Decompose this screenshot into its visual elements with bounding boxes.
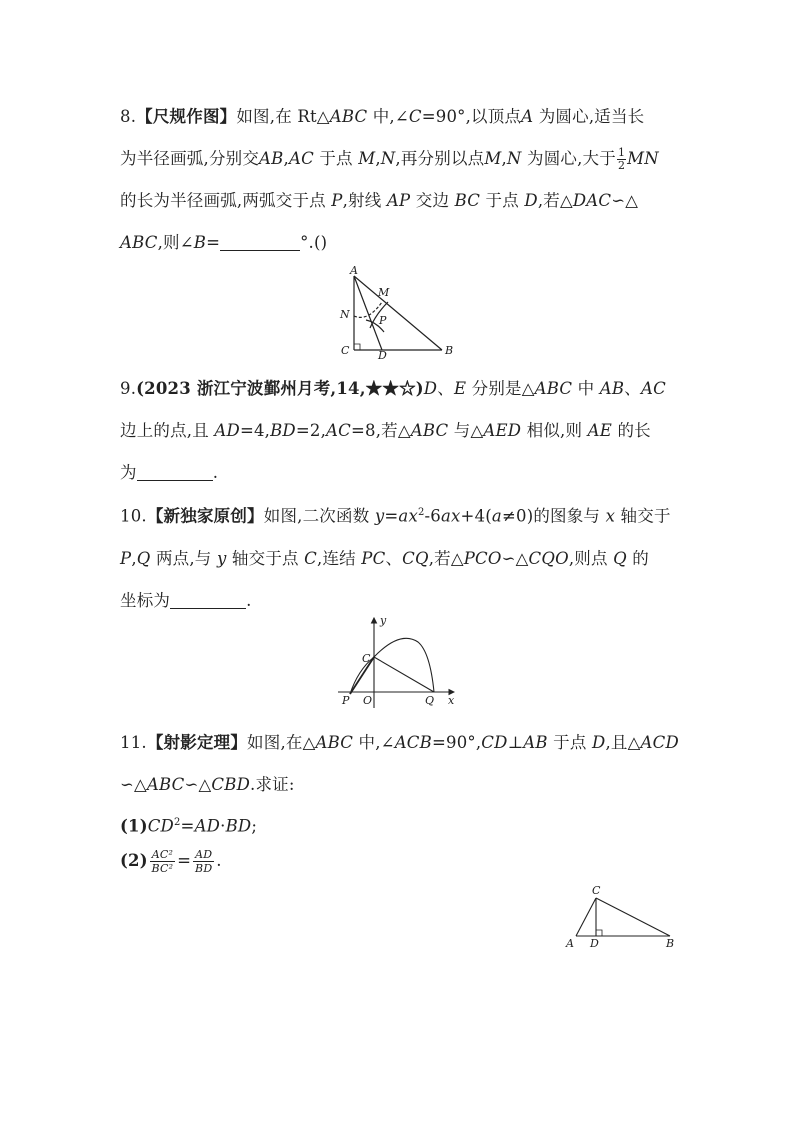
q9-text: BD: [270, 421, 296, 440]
q10-text: ,连结: [317, 548, 362, 568]
q9-text: 边上的点,且: [120, 421, 215, 440]
q11-text: ,且△: [605, 733, 641, 752]
q11-text: ;: [251, 816, 258, 836]
q8-text: ABC: [120, 233, 158, 252]
q11-text: AB: [523, 733, 548, 752]
fraction-ad-bd: [193, 848, 214, 875]
q11-part-label: (1): [120, 816, 148, 836]
label-b: B: [445, 344, 454, 357]
label-d: D: [378, 349, 387, 362]
q8-text: ABC: [329, 107, 368, 126]
q8-text: 为圆心,大于: [521, 149, 616, 168]
q10-number: 10.: [120, 506, 147, 526]
q10-text: y: [374, 506, 385, 526]
q8-tag: 【尺规作图】: [136, 107, 237, 126]
label-p: P: [342, 694, 350, 707]
label-o: O: [363, 694, 373, 707]
q8-text: ,射线: [342, 191, 387, 210]
q9-text: ABC: [534, 379, 573, 398]
q10-text: x: [605, 506, 616, 526]
q11-figure: [562, 882, 682, 954]
q11-text: 于点: [547, 733, 593, 752]
q8-line-1: [120, 96, 680, 138]
label-n: N: [340, 308, 350, 321]
right-angle-mark: [354, 344, 360, 350]
q11-text: ⊥: [507, 733, 524, 752]
label-c: C: [341, 344, 350, 357]
q11-text: BD: [225, 816, 252, 836]
q11-text: ABC: [146, 775, 185, 794]
q8-text: MN: [627, 149, 659, 168]
segment-cb: [596, 898, 670, 936]
q8-text: ,再分别以点: [395, 149, 485, 168]
question-10: [120, 492, 680, 622]
q8-text: 于点: [480, 191, 525, 210]
q10-text: PCO: [463, 548, 502, 568]
q10-tag: 【新独家原创】: [146, 506, 264, 526]
label-q: Q: [425, 694, 435, 707]
q10-text: PC: [361, 548, 386, 568]
q9-text: 分别是△: [466, 379, 535, 398]
q9-text: =2,: [295, 421, 327, 440]
question-8: [120, 96, 680, 264]
q11-text: AD: [194, 816, 221, 836]
q10-text: ax: [441, 506, 461, 526]
q10-text: ∽△: [501, 548, 529, 568]
q8-text: AB: [259, 149, 284, 168]
q9-text: 、: [437, 379, 454, 398]
label-a: A: [350, 264, 358, 277]
label-b: B: [666, 937, 675, 950]
q8-text: N: [380, 149, 396, 168]
q9-text: AED: [483, 421, 522, 440]
q10-text: ,: [131, 548, 137, 568]
q9-text: .: [212, 463, 219, 482]
q8-text: N: [506, 149, 522, 168]
q11-text: .: [216, 850, 222, 870]
fraction-numerator: AD: [195, 847, 213, 861]
q11-text: ·: [220, 816, 226, 836]
q11-text: ∽△: [184, 775, 212, 794]
q10-text: ,若△: [428, 548, 464, 568]
q11-text: D: [592, 733, 606, 752]
q10-text: y: [216, 548, 227, 568]
q10-text: 的: [626, 548, 649, 568]
q9-line-2: [120, 410, 680, 452]
fraction-denominator: BD: [195, 861, 213, 875]
q11-text: 2: [173, 817, 181, 828]
q11-text: ACD: [640, 733, 679, 752]
q8-figure: [330, 262, 460, 362]
q10-text: 坐标为: [120, 590, 171, 610]
q8-text: DAC: [572, 191, 612, 210]
q8-text: 为圆心,适当长: [533, 107, 645, 126]
q8-text: 如图,在 Rt△: [236, 107, 330, 126]
q8-text: ∽△: [611, 191, 639, 210]
q8-text: 为半径画弧,分别交: [120, 149, 260, 168]
q10-text: ax: [398, 506, 418, 526]
label-d: D: [590, 937, 599, 950]
q9-text: D: [423, 379, 438, 398]
q11-text: CD: [481, 733, 508, 752]
q8-text: °.(): [300, 233, 328, 252]
q10-text: Q: [136, 548, 151, 568]
q10-text: CQO: [528, 548, 569, 568]
fraction-denominator: 2: [617, 159, 626, 172]
q10-line-2: [120, 538, 680, 580]
q8-text: B: [193, 233, 207, 252]
q9-text: AD: [214, 421, 240, 440]
q8-text: ,若△: [537, 191, 573, 210]
q10-text: 如图,二次函数: [263, 506, 375, 526]
q8-number: 8.: [120, 107, 137, 126]
q11-text: CD: [147, 816, 174, 836]
q9-text: 与△: [448, 421, 484, 440]
q8-line-4: [120, 222, 680, 264]
q11-text: CBD: [211, 775, 251, 794]
q9-text: 、: [624, 379, 641, 398]
q11-text: =: [177, 850, 192, 870]
fraction-ac2-bc2: [150, 848, 175, 875]
q11-line-2: [120, 764, 680, 806]
q11-text: 如图,在△: [247, 733, 316, 752]
parabola: [350, 638, 434, 694]
q8-text: ,: [375, 149, 381, 168]
label-m: M: [378, 286, 390, 299]
q8-text: M: [484, 149, 502, 168]
q10-text: 轴交于: [615, 506, 671, 526]
segment-ac: [576, 898, 596, 936]
fraction-denominator: BC²: [151, 861, 174, 875]
q10-text: =: [384, 506, 399, 526]
q10-text: 、: [385, 548, 403, 568]
right-angle-mark: [596, 930, 602, 936]
q11-text: .求证:: [250, 775, 295, 794]
q11-part-label: (2): [120, 850, 148, 870]
q11-line-1: [120, 722, 680, 764]
q8-line-2: [120, 138, 680, 180]
q9-source: (2023 浙江宁波鄞州月考,14,★★☆): [136, 379, 424, 398]
q9-text: AC: [640, 379, 666, 398]
q10-text: 轴交于点: [226, 548, 305, 568]
q10-text: Q: [613, 548, 627, 568]
q9-line-1: [120, 368, 680, 410]
q9-text: 为: [120, 463, 137, 482]
label-c: C: [362, 652, 371, 665]
q9-text: AB: [599, 379, 625, 398]
q9-text: =8,若△: [351, 421, 411, 440]
label-a: A: [566, 937, 574, 950]
q10-text: ,则点: [568, 548, 614, 568]
q8-text: C: [408, 107, 422, 126]
q8-text: BC: [454, 191, 481, 210]
q9-text: AE: [587, 421, 612, 440]
q9-text: 中: [572, 379, 600, 398]
q10-line-1: [120, 492, 680, 538]
q8-text: =: [206, 233, 221, 252]
fraction-numerator: 1: [617, 146, 626, 159]
q11-tag: 【射影定理】: [146, 733, 248, 752]
answer-blank[interactable]: [170, 591, 246, 609]
q10-figure: [330, 612, 470, 712]
q11-text: =: [180, 816, 195, 836]
q11-text: 中,∠: [353, 733, 395, 752]
q8-text: AC: [288, 149, 314, 168]
label-p: P: [379, 314, 387, 327]
answer-blank[interactable]: [220, 234, 300, 252]
q10-text: 2: [417, 507, 425, 518]
fraction-half: [617, 147, 626, 172]
q8-text: 交边: [410, 191, 455, 210]
q8-text: ,则∠: [157, 233, 194, 252]
q10-text: -6: [424, 506, 441, 526]
q11-text: ∽△: [120, 775, 147, 794]
q9-text: AC: [326, 421, 351, 440]
q8-text: A: [521, 107, 534, 126]
q11-part-1: [120, 806, 680, 844]
q8-text: ,: [283, 149, 289, 168]
q10-text: .: [246, 590, 252, 610]
q8-text: AP: [386, 191, 411, 210]
label-x: x: [448, 694, 455, 707]
q10-text: CQ: [402, 548, 429, 568]
fraction-numerator: AC²: [151, 847, 174, 861]
q8-text: M: [358, 149, 376, 168]
question-9: [120, 368, 680, 494]
q10-text: 两点,与: [150, 548, 217, 568]
q8-text: 中,∠: [367, 107, 409, 126]
q11-number: 11.: [120, 733, 147, 752]
q9-number: 9.: [120, 379, 137, 398]
label-y: y: [380, 614, 387, 627]
q8-text: 于点: [313, 149, 359, 168]
q8-line-3: [120, 180, 680, 222]
question-11: [120, 722, 680, 878]
q9-text: ABC: [410, 421, 449, 440]
q11-text: =90°,: [431, 733, 482, 752]
q10-text: P: [120, 548, 132, 568]
q10-text: a: [491, 506, 502, 526]
q9-text: E: [453, 379, 467, 398]
q8-text: P: [331, 191, 343, 210]
q8-text: ,: [501, 149, 507, 168]
q11-part-2: [120, 844, 680, 878]
q8-text: 的长为半径画弧,两弧交于点: [120, 191, 332, 210]
q9-line-3: [120, 452, 680, 494]
segment-ab: [354, 276, 442, 350]
q11-text: ACB: [394, 733, 432, 752]
segment-cq: [374, 657, 434, 692]
q11-text: ABC: [315, 733, 354, 752]
q10-text: ≠0)的图象与: [501, 506, 606, 526]
q8-text: =90°,以顶点: [421, 107, 522, 126]
q10-text: +4(: [460, 506, 492, 526]
q8-text: D: [524, 191, 538, 210]
answer-blank[interactable]: [137, 464, 213, 482]
q10-text: C: [304, 548, 317, 568]
label-c: C: [592, 884, 601, 897]
q9-text: 相似,则: [521, 421, 588, 440]
q9-text: =4,: [239, 421, 271, 440]
q9-text: 的长: [612, 421, 651, 440]
